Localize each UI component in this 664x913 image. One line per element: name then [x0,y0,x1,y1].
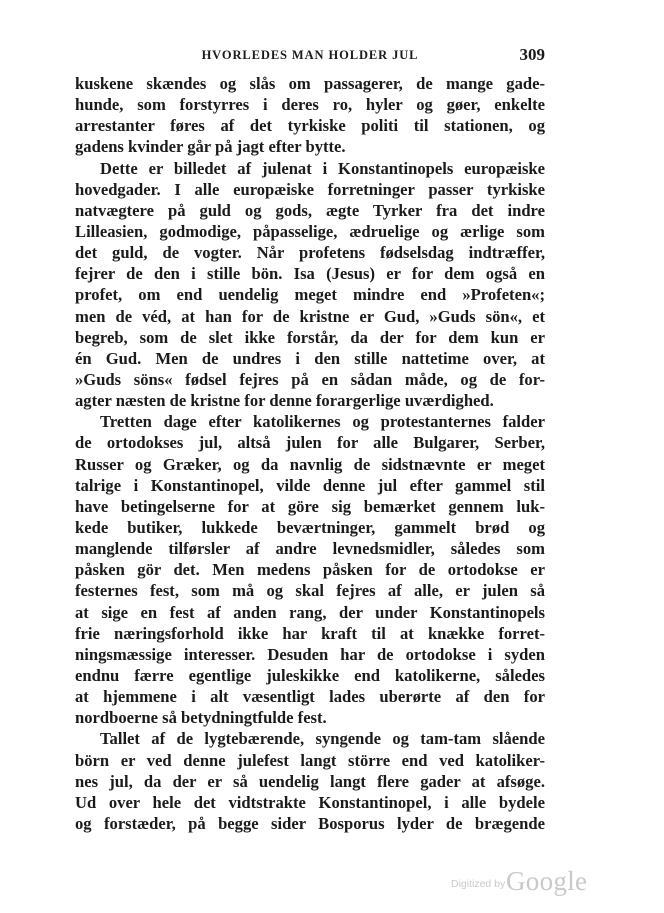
text-line: frie næringsforhold ikke har kraft til at knække forret- [75,623,545,643]
text-line: de ortodokses jul, altså julen for alle Bulgarer, Serber, [75,433,545,453]
body-text [75,73,545,834]
text-line: natvægtere på guld og gods, ægte Tyrker fra det indre [75,200,545,220]
page-header [75,45,545,69]
paragraph [75,411,545,728]
paragraph [75,158,545,412]
text-line: Ud over hele det vidtstrakte Konstantinopel, i alle bydele [75,792,545,812]
text-line: hunde, som forstyrres i deres ro, hyler og gøer, enkelte [75,95,545,115]
paragraph [75,73,545,158]
text-line: nes jul, da der er så uendelig langt flere gader at afsøge. [75,771,545,791]
text-line: »Guds söns« fødsel fejres på en sådan måde, og de for- [75,369,545,389]
text-line: og forstæder, på begge sider Bosporus lyder de brægende [75,813,545,833]
digitized-by-google-watermark [451,866,591,896]
watermark-prefix: Digitized by [451,878,506,890]
page-number: 309 [519,45,545,64]
text-line: hovedgader. I alle europæiske forretninger passer tyrkiske [75,179,545,199]
text-line: Tallet af de lygtebærende, syngende og tam-tam slående [100,729,545,749]
text-line: begreb, som de slet ikke forstår, da der for dem kun er [75,327,545,347]
text-line: kuskene skændes og slås om passagerer, de mange gade- [75,74,545,93]
text-line: börn er ved denne julefest langt större end ved katoliker- [75,750,545,770]
text-line: men de véd, at han for de kristne er Gud, »Guds sön«, et [75,306,545,326]
text-line: Russer og Græker, og da navnlig de sidstnævnte er meget [75,454,545,474]
text-line: påsken gör det. Men medens påsken for de ortodokse er [75,560,545,580]
running-title: HVORLEDES MAN HOLDER JUL [201,48,419,62]
text-line: profet, om end uendelig meget mindre end »Profeten«; [75,285,545,305]
text-line: kede butiker, lukkede beværtninger, gammelt brød og [75,517,545,537]
text-line: talrige i Konstantinopel, vilde denne jul efter gammel stil [75,475,545,495]
text-line: Lilleasien, godmodige, påpasselige, ædruelige og ærlige som [75,221,545,241]
text-line: at hjemmene i alt væsentligt lades uberørte af den for [75,687,545,707]
text-line: at sige en fest af anden rang, der under Konstantinopels [75,602,545,622]
text-line: Tretten dage efter katolikernes og protestanternes falder [100,412,545,432]
text-line: én Gud. Men de undres i den stille nattetime over, at [75,348,545,368]
text-line: ningsmæssige interesser. Desuden har de ortodokse i syden [75,644,545,664]
text-line: nordboerne så betydningtfulde fest. [75,708,327,728]
google-logo: Google [506,866,588,896]
text-line: agter næsten de kristne for denne forargerlige uværdighed. [75,391,494,411]
text-line: Dette er billedet af julenat i Konstantinopels europæiske [100,158,545,178]
text-line: endnu færre egentlige juleskikke end katolikerne, således [75,665,545,685]
text-line: det guld, de vogter. Når profetens fødselsdag indtræffer, [75,243,545,263]
text-line: manglende tilførsler af andre levnedsmidler, således som [75,539,545,559]
text-line: fejrer de den i stille bön. Isa (Jesus) er for dem også en [75,264,545,284]
paragraph [75,728,545,834]
text-line: have betingelserne for at göre sig bemærket gennem luk- [75,496,545,516]
text-line: festernes fest, som må og skal fejres af alle, er julen så [75,581,545,601]
text-line: arrestanter føres af det tyrkiske politi til stationen, og [75,116,545,136]
text-line: gadens kvinder går på jagt efter bytte. [75,137,346,157]
